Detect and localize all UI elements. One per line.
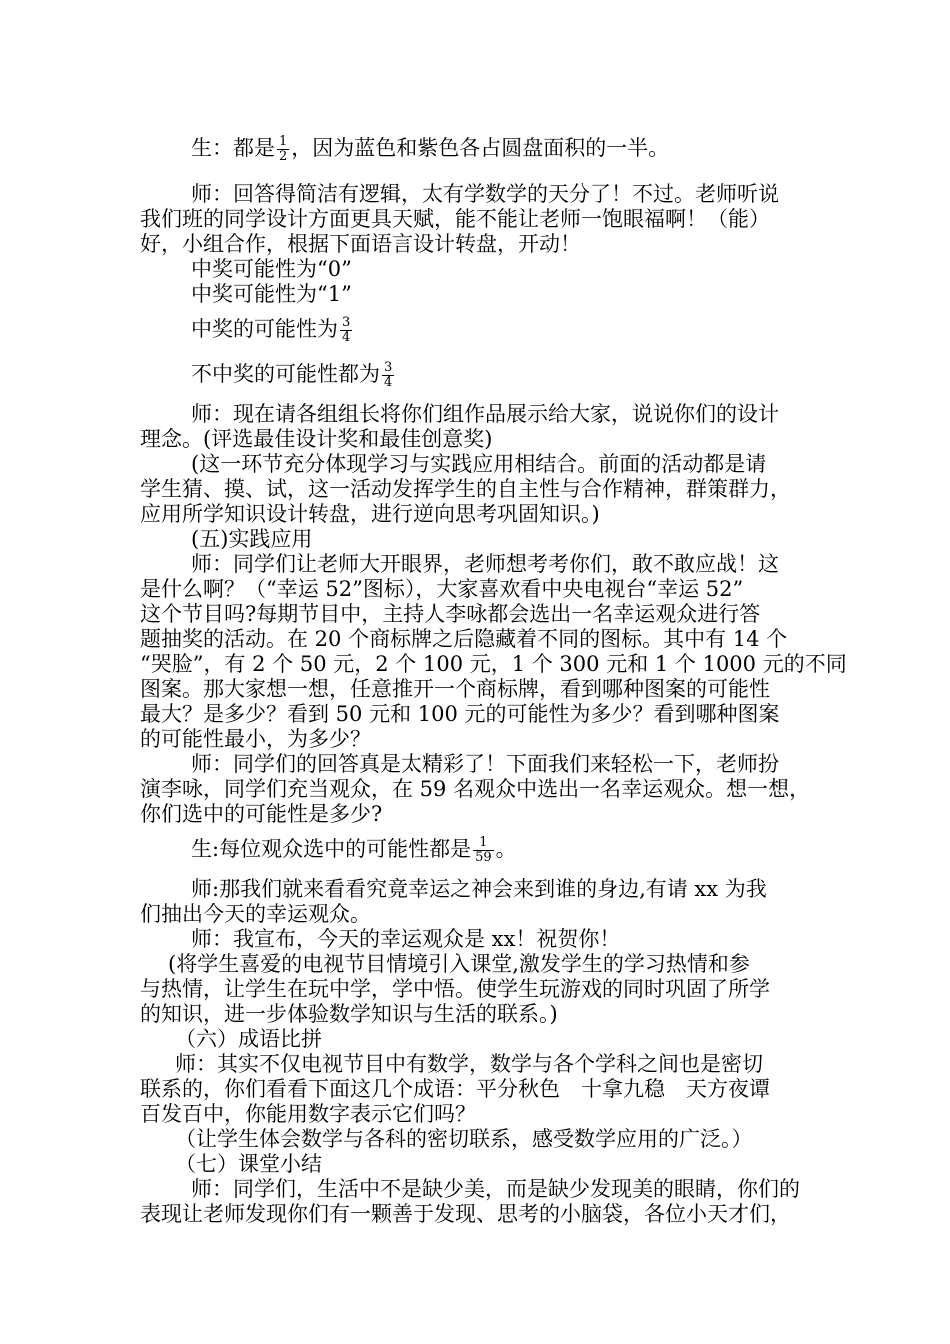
paragraph-line: 与热情，让学生在玩中学，学中悟。使学生玩游戏的同时巩固了所学 xyxy=(140,977,770,1001)
fraction-numerator: 1 xyxy=(279,134,288,149)
paragraph-line: 理念。(评选最佳设计奖和最佳创意奖) xyxy=(140,427,493,451)
paragraph-line: 师：其实不仅电视节目中有数学，数学与各个学科之间也是密切 xyxy=(175,1052,763,1076)
text-segment: 生：都是 xyxy=(191,136,275,160)
paragraph-line: 学生猜、摸、试，这一活动发挥学生的自主性与合作精神，群策群力， xyxy=(140,477,791,501)
text-segment: ，因为蓝色和紫色各占圆盘面积的一半。 xyxy=(291,136,670,160)
fraction-numerator: 3 xyxy=(342,315,351,330)
section-heading: （六）成语比拼 xyxy=(175,1027,322,1051)
answer-line-half xyxy=(191,135,669,164)
paragraph-line: 师：同学们的回答真是太精彩了！下面我们来轻松一下，老师扮 xyxy=(191,752,779,776)
fraction-one-59th xyxy=(473,836,494,865)
fraction-numerator: 3 xyxy=(384,360,393,375)
paragraph-line: “哭脸”，有 2 个 50 元，2 个 100 元，1 个 300 元和 1 个 1000 元的不同 xyxy=(140,652,847,676)
paragraph-line: 们抽出今天的幸运观众。 xyxy=(140,902,371,926)
paragraph-line: 好，小组合作，根据下面语言设计转盘，开动！ xyxy=(140,232,581,256)
paragraph-line: 师：我宣布，今天的幸运观众是 xx！祝贺你！ xyxy=(191,927,621,951)
section-heading: （七）课堂小结 xyxy=(175,1152,322,1176)
paragraph-line: 师：现在请各组组长将你们组作品展示给大家，说说你们的设计 xyxy=(191,402,779,426)
paragraph-line: 是什么啊？（“幸运 52”图标），大家喜欢看中央电视台“幸运 52” xyxy=(140,577,744,601)
paragraph-line: 的知识，进一步体验数学知识与生活的联系。) xyxy=(140,1002,558,1026)
paragraph-line: 中奖可能性为“0” xyxy=(191,257,352,281)
text-segment: 生:每位观众选中的可能性都是 xyxy=(191,837,472,861)
text-segment: 不中奖的可能性都为 xyxy=(191,362,380,386)
paragraph-line: 我们班的同学设计方面更具天赋，能不能让老师一饱眼福啊！（能） xyxy=(140,207,770,231)
paragraph-line: 图案。那大家想一想，任意推开一个商标牌，看到哪种图案的可能性 xyxy=(140,677,770,701)
no-prize-probability-line xyxy=(191,361,396,390)
paragraph-line: (将学生喜爱的电视节目情境引入课堂,激发学生的学习热情和参 xyxy=(168,952,750,976)
paragraph-line: 表现让老师发现你们有一颗善于发现、思考的小脑袋，各位小天才们， xyxy=(140,1202,791,1226)
paragraph-line: 师：同学们，生活中不是缺少美，而是缺少发现美的眼睛，你们的 xyxy=(191,1177,800,1201)
paragraph-line: 师:那我们就来看看究竟幸运之神会来到谁的身边,有请 xx 为我 xyxy=(191,877,767,901)
paragraph-line: 题抽奖的活动。在 20 个商标牌之后隐藏着不同的图标。其中有 14 个 xyxy=(140,627,788,651)
paragraph-line: 你们选中的可能性是多少? xyxy=(140,802,383,826)
section-heading: (五)实践应用 xyxy=(191,527,313,551)
paragraph-line: 这个节目吗?每期节目中，主持人李咏都会选出一名幸运观众进行答 xyxy=(140,602,761,626)
fraction-denominator: 59 xyxy=(475,850,492,865)
paragraph-line: 百发百中，你能用数字表示它们吗？ xyxy=(140,1102,476,1126)
paragraph-line: 联系的，你们看看下面这几个成语：平分秋色 十拿九稳 天方夜谭 xyxy=(140,1077,770,1101)
paragraph-line: 应用所学知识设计转盘，进行逆向思考巩固知识。) xyxy=(140,502,600,526)
paragraph-line: (这一环节充分体现学习与实践应用相结合。前面的活动都是请 xyxy=(191,452,767,476)
fraction-denominator: 2 xyxy=(279,149,288,164)
paragraph-line: 演李咏，同学们充当观众，在 59 名观众中选出一名幸运观众。想一想， xyxy=(140,777,811,801)
paragraph-line: （让学生体会数学与各科的密切联系，感受数学应用的广泛。） xyxy=(175,1127,753,1151)
paragraph-line: 的可能性最小，为多少？ xyxy=(140,727,371,751)
prize-probability-line xyxy=(191,316,354,345)
paragraph-line: 师：回答得简洁有逻辑，太有学数学的天分了！不过。老师听说 xyxy=(191,182,779,206)
fraction-one-half xyxy=(277,135,289,164)
answer-line-one-59th xyxy=(191,836,517,865)
fraction-three-quarters xyxy=(340,316,352,345)
paragraph-line: 中奖可能性为“1” xyxy=(191,282,352,306)
fraction-denominator: 4 xyxy=(342,330,351,345)
fraction-three-quarters xyxy=(382,361,394,390)
text-segment: 。 xyxy=(495,837,517,861)
text-segment: 中奖的可能性为 xyxy=(191,317,338,341)
fraction-numerator: 1 xyxy=(473,836,494,851)
fraction-denominator: 4 xyxy=(384,375,393,390)
paragraph-line: 最大？是多少？看到 50 元和 100 元的可能性为多少？看到哪种图案 xyxy=(140,702,780,726)
paragraph-line: 师：同学们让老师大开眼界，老师想考考你们，敢不敢应战！这 xyxy=(191,552,779,576)
